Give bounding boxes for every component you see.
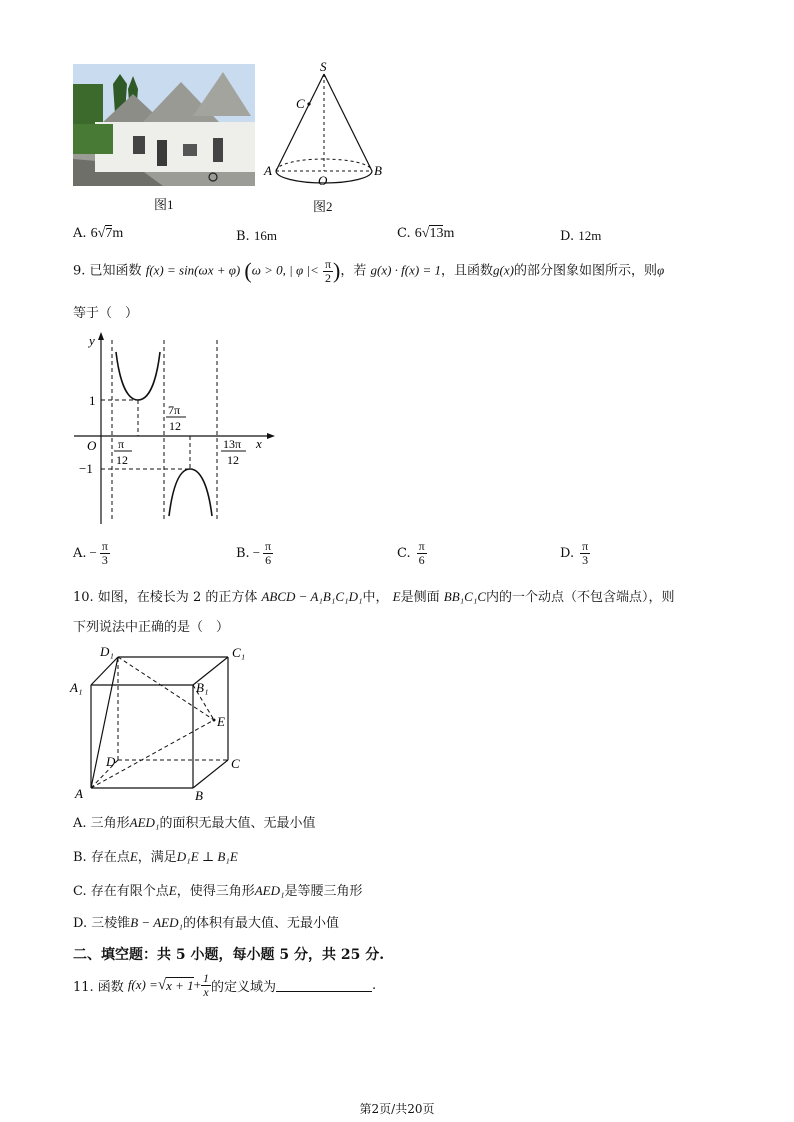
graph-7pi12-num: 7π — [168, 403, 181, 417]
cube-label-c1: C₁ — [232, 645, 246, 660]
q10-option-d: D. 三棱锥B − AED₁的体积有最大值、无最小值 — [73, 915, 340, 931]
cube-label-e: E — [217, 714, 225, 729]
graph-pi12-num: π — [118, 437, 125, 451]
q10-stem-line1: 10. 如图，在棱长为 2 的正方体 ABCD − A₁B₁C₁D₁中， E是侧面 BB₁C₁C内的一个动点（不包含端点），则 — [73, 589, 675, 605]
q9-option-b: B. − $\frac{\pi}{6}$ — [236, 539, 272, 567]
cube-label-b: B — [195, 788, 203, 803]
cube-label-a1: A₁ — [70, 680, 83, 695]
q9-option-c: C. $\frac{\pi}{6}$ — [397, 539, 425, 567]
answer-blank[interactable] — [276, 979, 372, 992]
cone-label-b: B — [374, 163, 382, 178]
q8-option-b: B. 16m — [236, 228, 277, 244]
cone-label-s: S — [320, 59, 327, 74]
q11-stem: 11. 函数 f(x) = √ x + 1 + $\frac{1}{x}$ 的定义域为 . — [73, 971, 377, 999]
q8-option-c: C. 6√13m — [397, 226, 455, 241]
fig1-caption: 图1 — [154, 197, 174, 212]
graph-y-label: y — [89, 333, 95, 348]
graph-tick-neg1: −1 — [79, 461, 93, 476]
q9-stem-line2: 等于（ ） — [73, 306, 139, 321]
graph-x-label: x — [256, 436, 262, 451]
graph-pi12-den: 12 — [116, 453, 128, 467]
q10-option-a: A. 三角形AED₁的面积无最大值、无最小值 — [73, 815, 316, 831]
q8-option-d: D. 12m — [560, 228, 602, 244]
section-heading: 二、填空题：共 5 小题，每小题 5 分，共 25 分. — [73, 947, 385, 963]
q9-graph — [70, 330, 280, 530]
q10-option-b: B. 存在点E，满足D₁E ⊥ B₁E — [73, 849, 238, 865]
trulli-photo — [73, 64, 255, 186]
cube-label-d: D — [106, 754, 116, 769]
q9-option-d: D. $\frac{\pi}{3}$ — [560, 539, 589, 567]
q10-cube-figure — [68, 640, 258, 808]
graph-13pi12-den: 12 — [227, 453, 239, 467]
cone-label-a: A — [264, 163, 272, 178]
q10-option-c: C. 存在有限个点E，使得三角形AED₁是等腰三角形 — [73, 883, 363, 899]
q9-stem-line1: 9. 已知函数 f(x) = sin(ωx + φ) (ω > 0, | φ |< $\frac{\pi}{2}$ )，若 g(x) · f(x) = 1，且函数g(x)的部分图象如图所示，则φ — [73, 257, 665, 285]
graph-tick-1: 1 — [89, 393, 96, 408]
q10-stem-line2: 下列说法中正确的是（ ） — [73, 620, 230, 635]
graph-7pi12-den: 12 — [169, 419, 181, 433]
graph-13pi12-num: 13π — [223, 437, 242, 451]
cone-label-o: O — [318, 173, 328, 188]
q9-option-a: A. − $\frac{\pi}{3}$ — [73, 539, 108, 567]
q8-option-a: A. 6√7m — [73, 226, 124, 241]
page-footer: 第2页/共20页 — [359, 1102, 435, 1116]
cone-label-c: C — [296, 96, 305, 111]
cube-label-a: A — [75, 786, 83, 801]
cube-label-d1: D₁ — [100, 644, 114, 659]
fig2-caption: 图2 — [313, 199, 333, 214]
graph-origin-label: O — [87, 438, 97, 453]
cube-label-b1: B₁ — [196, 680, 209, 695]
cube-label-c: C — [231, 756, 240, 771]
cone-figure — [262, 58, 392, 193]
